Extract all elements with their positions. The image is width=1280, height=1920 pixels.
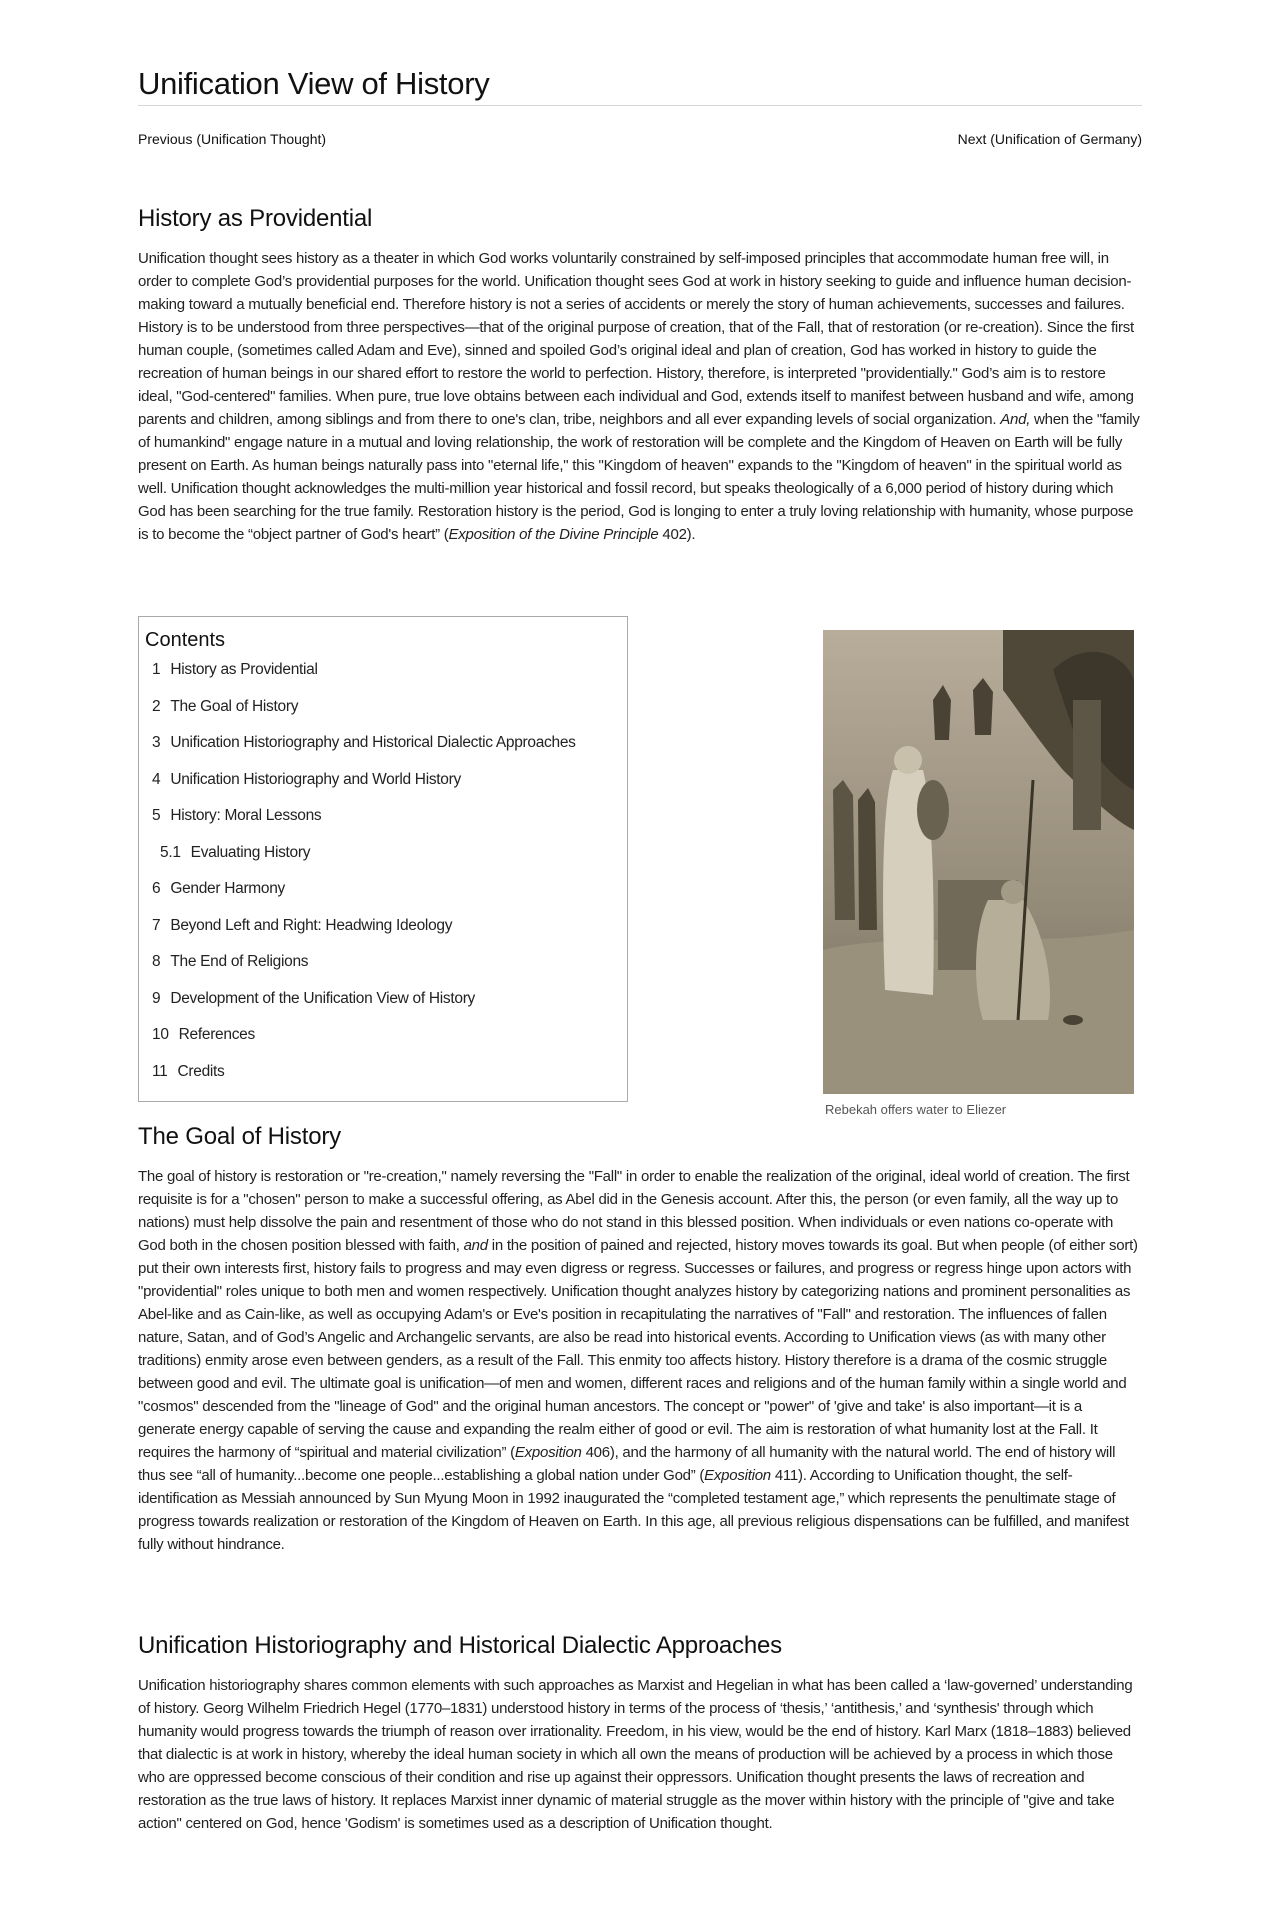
toc-item-number: 3 [152, 734, 161, 751]
toc-item-number: 4 [152, 770, 161, 788]
toc-item-label[interactable]: Development of the Unification View of History [170, 989, 476, 1007]
toc-item-number: 8 [152, 953, 161, 970]
paragraph-goal [138, 1165, 1142, 1556]
emphasis-text: And, [1000, 411, 1031, 428]
section-heading-goal: The Goal of History [138, 1123, 341, 1150]
paragraph-text: Unification thought sees history as a theater in which God works voluntarily constrained by self-imposed principles that accommodate human free will, in order to complete God’s providential purposes for the world. Unification thought sees God at work in history seeking to guide and influence human decision-making toward a mutually beneficial end. Therefore history is not a series of accidents or merely the story of human achievements, successes and failures. History is to be understood from three perspectives—that of the original purpose of creation, that of the Fall, that of restoration (or re-creation). Since the first human couple, (sometimes called Adam and Eve), sinned and spoiled God’s original ideal and plan of creation, God has worked in history to guide the recreation of human beings in our shared effort to restore the world to perfection. History, therefore, is interpreted "providentially." God’s aim is to restore ideal, "God-centered" families. When pure, true love obtains between each individual and God, extends itself to manifest between husband and wife, among parents and children, among siblings and from there to one's clan, tribe, neighbors and all ever expanding levels of social organization. [138, 250, 1134, 428]
toc-item[interactable] [152, 953, 622, 990]
toc-item-number: 6 [152, 880, 161, 897]
paragraph-text: The goal of history is restoration or "re-creation," namely reversing the "Fall" in order to enable the realization of the original, ideal world of creation. The first requisite is for a "chosen" person to make a successful offering, as Abel did in the Genesis account. After this, the person (or even family, all the way up to nations) must help dissolve the pain and resentment of those who do not stand in this blessed position. When individuals or even nations co-operate with God both in the chosen position blessed with faith, [138, 1168, 1130, 1254]
paragraph-text: when the "family of humankind" engage nature in a mutual and loving relationship, the work of restoration will be complete and the Kingdom of Heaven on Earth will be fully present on Earth. As human beings naturally pass into "eternal life," this "Kingdom of heaven" expands to the "Kingdom of heaven" in the spiritual world as well. Unification thought acknowledges the multi-million year historical and fossil record, but speaks theologically of a 6,000 period of history during which God has been searching for the true family. Restoration history is the period, God is longing to enter a truly loving relationship with humanity, whose purpose is to become the “object partner of God's heart” ( [138, 411, 1140, 543]
toc-item[interactable] [152, 880, 622, 917]
toc-item-label[interactable]: Unification Historiography and Historical Dialectic Approaches [170, 734, 576, 751]
paragraph-text: 402). [662, 526, 696, 543]
toc-item-label[interactable]: Gender Harmony [170, 880, 286, 897]
toc-item-number: 2 [152, 697, 161, 715]
toc-item-number: 11 [152, 1062, 168, 1080]
toc-item[interactable] [152, 698, 622, 735]
toc-item[interactable] [152, 990, 622, 1027]
toc-item[interactable] [152, 1063, 622, 1100]
citation-text: Exposition [704, 1467, 771, 1484]
toc-item[interactable] [152, 917, 622, 954]
toc-item[interactable] [152, 807, 622, 844]
toc-item-number: 9 [152, 989, 161, 1007]
toc-item-number: 7 [152, 916, 161, 934]
toc-item-label[interactable]: History: Moral Lessons [170, 807, 322, 824]
toc-list [152, 661, 622, 1099]
emphasis-text: and [463, 1237, 488, 1254]
previous-link[interactable]: Previous (Unification Thought) [138, 131, 327, 147]
section-heading-dialectic: Unification Historiography and Historical Dialectic Approaches [138, 1632, 782, 1659]
citation-text: Exposition of the Divine Principle [448, 526, 659, 543]
toc-item[interactable] [152, 661, 622, 698]
paragraph-text: 411). According to Unification thought, the self-identification as Messiah announced by Sun Myung Moon in 1992 inaugurated the “completed testament age,” which represents the penultimate stage of progress towards realization or restoration of the Kingdom of Heaven on Earth. In this age, all previous religious dispensations can be fulfilled, and manifest fully without hindrance. [138, 1467, 1129, 1553]
toc-item[interactable] [152, 734, 622, 771]
paragraph-providential [138, 247, 1142, 546]
paragraph-dialectic: Unification historiography shares common elements with such approaches as Marxist and Hegelian in what has been called a ‘law-governed’ understanding of history. Georg Wilhelm Friedrich Hegel (1770–1831) understood history in terms of the process of ‘thesis,’ ‘antithesis,’ and ‘synthesis' through which humanity would progress towards the triumph of reason over irrationality. Freedom, in his view, would be the end of history. Karl Marx (1818–1883) believed that dialectic is at work in history, whereby the ideal human society in which all own the means of production will be achieved by a process in which those who are oppressed become conscious of their condition and rise up against their oppressors. Unification thought presents the laws of recreation and restoration as the true laws of history. It replaces Marxist inner dynamic of material struggle as the mover within history with the principle of "give and take action" centered on God, hence 'Godism' is sometimes used as a description of Unification thought. [138, 1677, 1133, 1832]
toc-item[interactable] [152, 1026, 622, 1063]
figure [823, 630, 1134, 1117]
toc-item-label[interactable]: Unification Historiography and World History [170, 770, 461, 788]
toc-item-label[interactable]: Beyond Left and Right: Headwing Ideology [170, 916, 453, 934]
toc-item-number: 5 [152, 807, 161, 824]
page-title: Unification View of History [138, 66, 490, 101]
paragraph-text: in the position of pained and rejected, history moves towards its goal. But when people (of either sort) put their own interests first, history fails to progress and may even digress or regress. Successes or failures, and progress or regress hinge upon actors with "providential" roles unique to both men and women respectively. Unification thought analyzes history by categorizing nations and prominent personalities as Abel-like and as Cain-like, as well as occupying Adam's or Eve's position in recapitulating the narratives of "Fall" and restoration. The influences of fallen nature, Satan, and of God’s Angelic and Archangelic servants, are also be read into historical events. According to Unification views (as with many other traditions) enmity arose even between genders, as a result of the Fall. This enmity too affects history. History therefore is a drama of the cosmic struggle between good and evil. The ultimate goal is unification—of men and women, different races and religions and of the human family within a single world and "cosmos" descended from the "lineage of God" and the original human ancestors. The concept or "power" of 'give and take' is also important—it is a generate energy capable of serving the cause and expanding the realm either of good or evil. The aim is restoration of what humanity lost at the Fall. It requires the harmony of “spiritual and material civilization” ( [138, 1237, 1138, 1461]
toc-item-label[interactable]: The Goal of History [170, 697, 299, 715]
section-heading-providential: History as Providential [138, 205, 373, 232]
toc-item[interactable] [152, 771, 622, 808]
toc-item-label[interactable]: The End of Religions [170, 953, 309, 970]
toc-item-label[interactable]: References [178, 1026, 255, 1043]
citation-text: Exposition [514, 1444, 582, 1461]
toc-item-label[interactable]: History as Providential [170, 661, 318, 678]
paragraph-text: 406), and the harmony of all humanity with the natural world. The end of history will thus see “all of humanity...become one people...establishing a global nation under God” ( [138, 1444, 1116, 1484]
next-link[interactable]: Next (Unification of Germany) [957, 131, 1142, 147]
toc-item-number: 5.1 [160, 843, 181, 861]
figure-caption: Rebekah offers water to Eliezer [825, 1102, 1007, 1117]
title-divider [138, 105, 1142, 106]
toc-item-label[interactable]: Evaluating History [190, 843, 311, 861]
table-of-contents [138, 616, 628, 1102]
toc-item-label[interactable]: Credits [177, 1062, 225, 1080]
toc-item-number: 10 [152, 1026, 169, 1043]
toc-item[interactable] [152, 844, 622, 881]
engraving-image [823, 630, 1134, 1094]
toc-item-number: 1 [152, 661, 161, 678]
toc-title: Contents [145, 629, 226, 651]
